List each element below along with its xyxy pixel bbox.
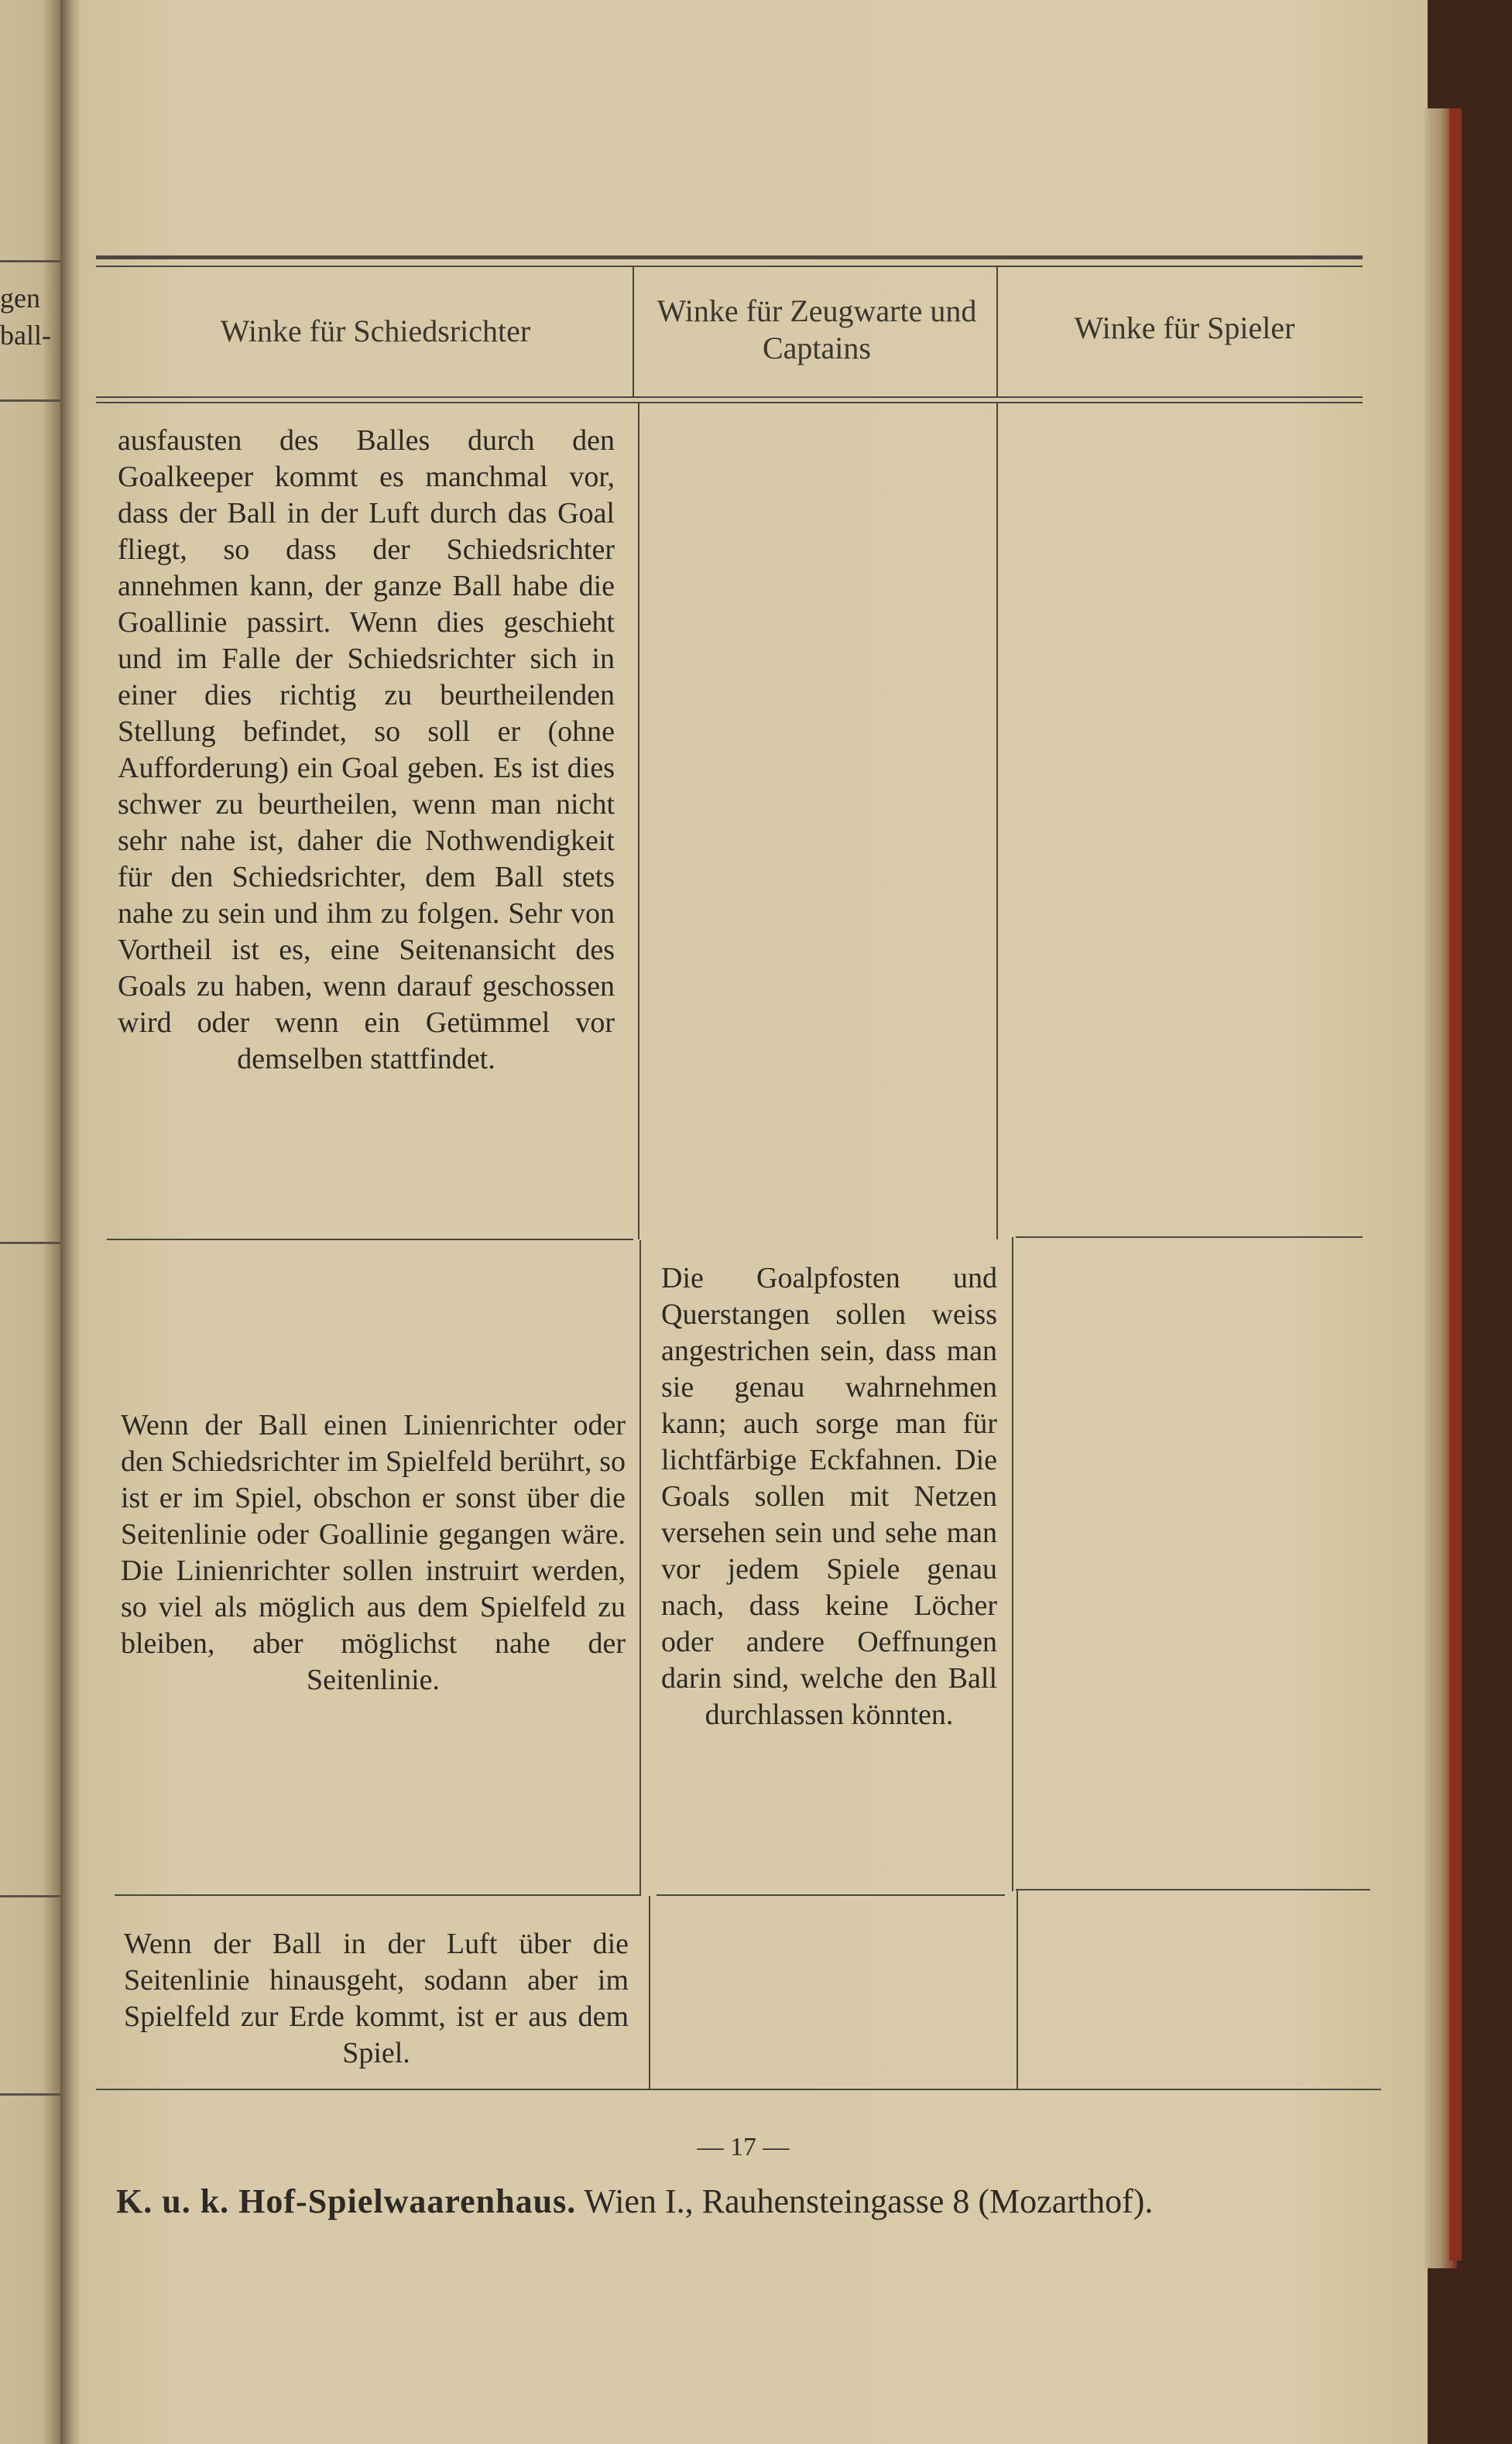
column-divider (1017, 1890, 1018, 2089)
header-bottom-rule-double (96, 402, 1363, 403)
row-rule (657, 1894, 1005, 1896)
page-number: — 17 — (697, 2133, 790, 2161)
header-players: Winke für Spieler (1074, 310, 1295, 345)
footer-address: Wien I., Rauhensteingasse 8 (Mozarthof). (584, 2182, 1154, 2220)
column-divider (649, 1896, 650, 2089)
cell-row2-referees: Wenn der Ball einen Linienrichter oder den Schiedsrichter im Spielfeld berührt, so ist er im Spiel, obschon er sonst über die Seitenlinie oder Goallinie gegangen wäre. Die Linienrichter sollen instruirt werden, so viel als möglich aus dem Spielfeld zu bleiben, aber möglichst nahe der Seitenlinie. (121, 1409, 626, 1696)
facing-page-rule (0, 1895, 60, 1897)
row-rule (107, 1239, 633, 1240)
cell-row3-referees: Wenn der Ball in der Luft über die Seitenlinie hinausgeht, sodann aber im Spielfeld zur Erde kommt, ist er aus dem Spiel. (124, 1928, 629, 2069)
column-divider (996, 403, 998, 1239)
column-divider (1012, 1237, 1013, 1891)
facing-page-rule (0, 399, 60, 402)
cell-row2-captains: Die Goalpfosten und Querstangen sollen weiss angestrichen sein, dass man sie genau wahrnehmen kann; auch sorge man für lichtfärbige Eckfahnen. Die Goals sollen mit Netzen versehen sein und sehe man vor jedem Spiele genau nach, dass keine Löcher oder andere Oeffnungen darin sind, welche den Ball durchlassen könnten. (661, 1262, 997, 1731)
row-rule (115, 1894, 641, 1896)
header-referees: Winke für Schiedsrichter (220, 314, 531, 348)
table-top-rule-thin (96, 266, 1363, 267)
facing-page-rule (0, 2093, 60, 2096)
facing-page-rule (0, 1242, 60, 1244)
facing-page-fragment: ball- (0, 320, 51, 351)
facing-page-fragment: gen (0, 283, 40, 314)
footer-imprint (116, 2182, 1386, 2221)
facing-page-rule (0, 260, 60, 262)
table-bottom-rule (96, 2089, 1381, 2090)
facing-page-edge (0, 0, 60, 2444)
header-column-divider (633, 267, 634, 396)
header-captains: Winke für Zeugwarte und Captains (657, 293, 977, 365)
row-rule (1016, 1236, 1363, 1238)
footer-firm: K. u. k. Hof-Spielwaarenhaus. (116, 2182, 577, 2220)
table-top-rule (96, 255, 1363, 259)
header-column-divider (996, 267, 998, 396)
column-divider (639, 1240, 641, 1894)
column-divider (638, 403, 639, 1239)
row-rule (1016, 1889, 1370, 1890)
header-bottom-rule (96, 396, 1363, 398)
cell-row1-referees: ausfausten des Balles durch den Goalkeeper kommt es manchmal vor, dass der Ball in der Luft durch das Goal fliegt, so dass der Schiedsrichter annehmen kann, der ganze Ball habe die Goallinie passirt. Wenn dies geschieht und im Falle der Schiedsrichter sich in einer dies richtig zu beurtheilenden Stellung befindet, so soll er (ohne Aufforderung) ein Goal geben. Es ist dies schwer zu beurtheilen, wenn man nicht sehr nahe ist, daher die Nothwendigkeit für den Schiedsrichter, dem Ball stets nahe zu sein und ihm zu folgen. Sehr von Vortheil ist es, eine Seitenansicht des Goals zu haben, wenn darauf geschossen wird oder wenn ein Getümmel vor demselben stattfindet. (118, 424, 615, 1075)
cover-edge (1449, 108, 1462, 2261)
